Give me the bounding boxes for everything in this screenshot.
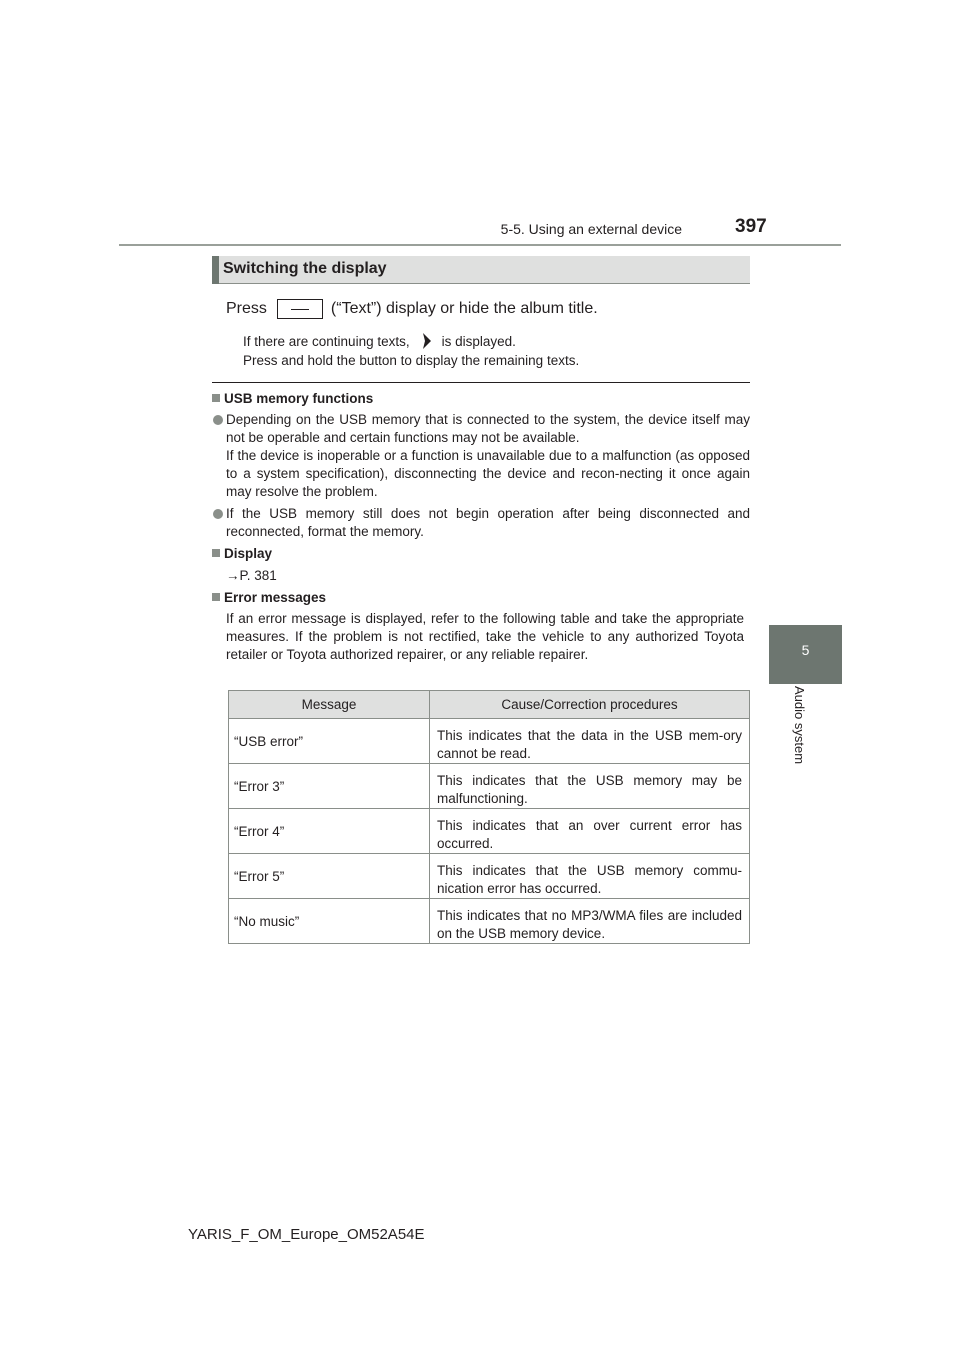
table-row (229, 719, 750, 764)
errors-heading (212, 590, 326, 605)
press-hold-note: Press and hold the button to display the remaining texts. (243, 353, 580, 368)
cause-cell: This indicates that the data in the USB mem-ory cannot be read. (430, 719, 750, 764)
usb-heading-text: USB memory functions (224, 391, 374, 406)
section-heading-accent (212, 256, 219, 284)
table-row (229, 854, 750, 899)
header-rule (119, 244, 841, 246)
chapter-number: 5 (801, 642, 810, 658)
press-prefix: Press (226, 300, 267, 317)
message-cell: “No music” (229, 899, 430, 944)
section-title: 5-5. Using an external device (500, 221, 682, 237)
errors-intro: If an error message is displayed, refer to the following table and take the appropriate measures. If the problem is not rectified, take the vehicle to any authorized Toyota retailer or Toyota authorized repairer, or any reliable repairer. (226, 611, 744, 662)
display-reference[interactable]: →P. 381 (226, 568, 277, 583)
chapter-label: Audio system (792, 686, 807, 765)
continue-arrow-icon (422, 333, 432, 349)
table-header-row (229, 691, 750, 719)
square-bullet-icon (212, 394, 220, 402)
section-heading: Switching the display (223, 260, 387, 277)
table-row (229, 764, 750, 809)
cause-cell: This indicates that no MP3/WMA files are included on the USB memory device. (430, 899, 750, 944)
message-cell: “USB error” (229, 719, 430, 764)
error-messages-table (228, 690, 750, 944)
note-prefix: If there are continuing texts, (243, 333, 410, 349)
list-item (212, 505, 750, 541)
message-cell: “Error 3” (229, 764, 430, 809)
column-header-message: Message (229, 691, 430, 719)
square-bullet-icon (212, 593, 220, 601)
bullet-dot-icon (213, 415, 223, 425)
continuing-text-note (243, 333, 516, 349)
message-cell: “Error 5” (229, 854, 430, 899)
usb-bullet-2: If the USB memory still does not begin operation after being disconnected and reconnected, format the memory. (226, 506, 750, 539)
press-instruction (226, 299, 598, 319)
square-bullet-icon (212, 549, 220, 557)
page-number: 397 (735, 216, 767, 237)
usb-bullet-1: Depending on the USB memory that is connected to the system, the device itself may not be operable and certain functions may not be available. If the device is inoperable or a function is unavailable due to a malfunction (as opposed to a system specification), disconnecting the device and recon-necting it once again may resolve the problem. (226, 412, 750, 499)
column-header-cause: Cause/Correction procedures (430, 691, 750, 719)
cause-cell: This indicates that an over current error has occurred. (430, 809, 750, 854)
display-heading-text: Display (224, 546, 273, 561)
cause-cell: This indicates that the USB memory commu-nication error has occurred. (430, 854, 750, 899)
table-row (229, 899, 750, 944)
table-row (229, 809, 750, 854)
display-heading (212, 546, 272, 561)
usb-heading (212, 391, 373, 406)
message-cell: “Error 4” (229, 809, 430, 854)
list-item (212, 411, 750, 501)
text-button-icon (277, 299, 323, 319)
press-suffix: (“Text”) display or hide the album title. (330, 300, 598, 317)
errors-heading-text: Error messages (224, 590, 327, 605)
note-suffix: is displayed. (441, 333, 516, 349)
document-code: YARIS_F_OM_Europe_OM52A54E (188, 1226, 425, 1243)
section-divider (212, 382, 750, 383)
cause-cell: This indicates that the USB memory may be malfunctioning. (430, 764, 750, 809)
bullet-dot-icon (213, 509, 223, 519)
